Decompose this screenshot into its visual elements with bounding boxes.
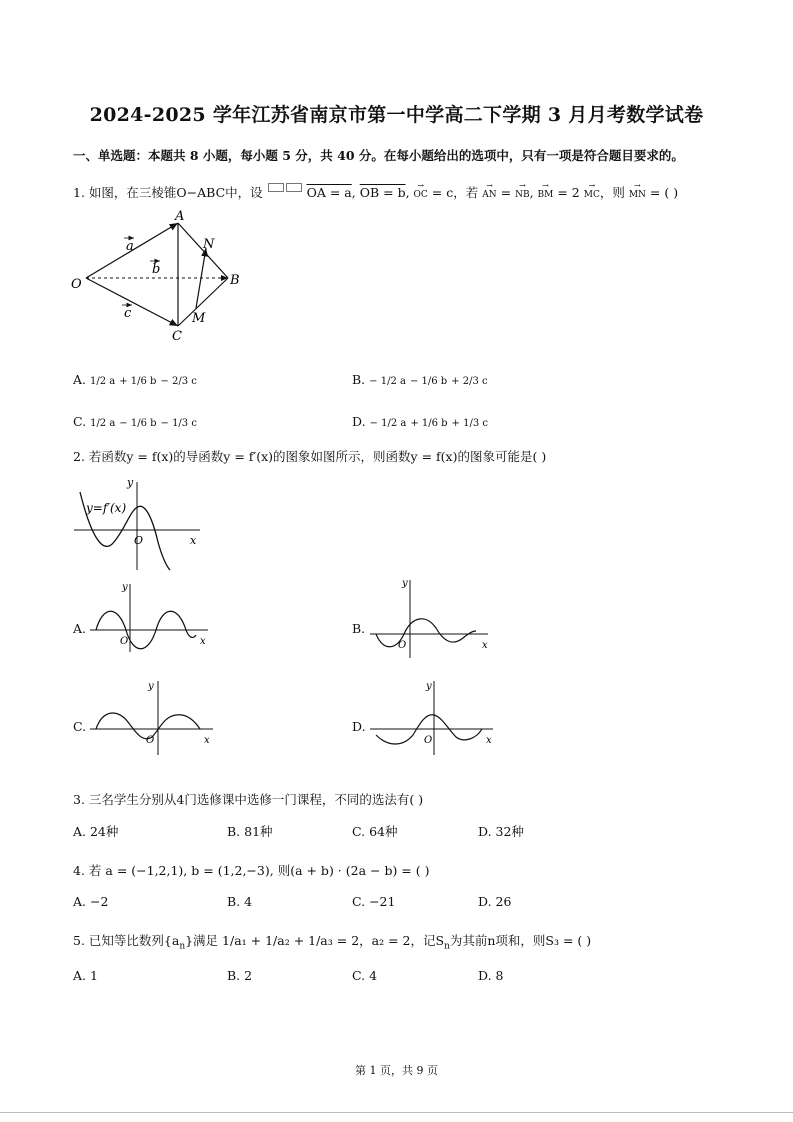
q5-prefix: 5. 已知等比数列{a — [73, 933, 180, 948]
q1-ob: OB = b — [359, 185, 406, 200]
bottom-divider — [0, 1112, 793, 1113]
edge-oc — [86, 278, 178, 326]
q2-main-origin: O — [134, 534, 144, 547]
q3-option-b[interactable]: B. 81种 — [227, 824, 273, 839]
q5-option-a[interactable]: A. 1 — [73, 968, 98, 983]
q5-sum: 1/a₁ + 1/a₂ + 1/a₃ = 2 — [222, 933, 360, 948]
q2-main-axis-x: x — [190, 534, 197, 547]
q1-option-b-term2: − 1/6 b — [409, 376, 448, 387]
q1-option-d[interactable] — [352, 414, 488, 429]
q5-mid2: ，a₂ = 2，记S — [359, 933, 445, 948]
q1-option-c[interactable] — [73, 414, 197, 429]
q2-option-b-graph[interactable] — [368, 576, 493, 661]
q1-option-c-term2: − 1/6 b — [119, 418, 157, 429]
q1-nb: → NB — [515, 190, 530, 200]
q1-option-c-term1: 1/2 a — [90, 418, 116, 429]
q4-prefix: 4. 若 — [73, 863, 102, 878]
label-c: C — [172, 329, 182, 344]
q2-c-axis-y: y — [148, 681, 154, 692]
q5-option-c[interactable]: C. 4 — [352, 968, 378, 983]
q2-a-axis-y: y — [122, 582, 128, 593]
q1-option-a-term1: 1/2 a — [90, 376, 116, 387]
section-heading: 一、单选题：本题共 8 小题，每小题 5 分，共 40 分。在每小题给出的选项中，只有一项是符合题目要求的。 — [73, 148, 684, 163]
label-n: N — [203, 237, 215, 252]
q1-eq-c: = c — [431, 185, 454, 200]
q2-option-d[interactable]: D. — [352, 719, 366, 734]
q1-option-d-term1: − 1/2 a — [369, 418, 407, 429]
q2-main-graph-label: y=f′(x) — [86, 501, 127, 515]
q2-b-origin: O — [398, 640, 407, 651]
q3-option-a[interactable]: A. 24种 — [73, 824, 119, 839]
q2-option-b[interactable]: B. — [352, 621, 366, 636]
q1-suffix: = ( ) — [649, 185, 679, 200]
q1-mn: → MN — [629, 190, 646, 200]
q2-option-c[interactable]: C. — [73, 719, 87, 734]
label-o: O — [71, 277, 82, 292]
q2-option-c-graph[interactable] — [88, 677, 218, 757]
question-3-stem: 3. 三名学生分别从4门选修课中选修一门课程，不同的选法有( ) — [73, 792, 424, 807]
q1-ruo: ，若 — [453, 185, 479, 200]
q1-option-c-label: C. — [73, 414, 87, 429]
q1-option-a[interactable] — [73, 372, 197, 387]
q1-option-d-term2: + 1/6 b — [410, 418, 448, 429]
q1-an: → AN — [482, 190, 496, 200]
q4-option-a[interactable]: A. −2 — [73, 894, 109, 909]
q2-c-origin: O — [146, 735, 155, 746]
q2-b-axis-x: x — [482, 640, 488, 651]
q3-option-c[interactable]: C. 64种 — [352, 824, 398, 839]
q2-c-axis-x: x — [204, 735, 210, 746]
q1-option-b[interactable] — [352, 372, 488, 387]
q1-mc: → MC — [584, 190, 600, 200]
q5-mid3: 为其前n项和，则S₃ = ( ) — [449, 933, 592, 948]
q1-tetrahedron-figure — [68, 208, 248, 348]
q1-option-a-label: A. — [73, 372, 87, 387]
q4-option-b[interactable]: B. 4 — [227, 894, 253, 909]
q1-bm: → BM — [538, 190, 554, 200]
q4-mid: 则(a + b) · (2a − b) = ( ) — [277, 863, 430, 878]
page-title: 2024-2025 学年江苏省南京市第一中学高二下学期 3 月月考数学试卷 — [89, 104, 704, 126]
segment-mn — [196, 248, 206, 308]
q1-option-a-term2: + 1/6 b — [119, 376, 157, 387]
page-footer: 第 1 页，共 9 页 — [355, 1064, 438, 1077]
q2-d-origin: O — [424, 735, 433, 746]
q1-option-c-term3: − 1/3 c — [160, 418, 197, 429]
q5-sub-n: n — [179, 941, 186, 952]
q3-option-d[interactable]: D. 32种 — [478, 824, 524, 839]
question-4-stem — [73, 861, 429, 879]
q2-d-axis-y: y — [426, 681, 432, 692]
q1-prefix: 1. 如图，在三棱锥O−ABC中，设 — [73, 185, 263, 200]
q1-option-b-term1: − 1/2 a — [369, 376, 406, 387]
q4-a-value: a = (−1,2,1), — [105, 863, 188, 878]
q5-sub-n2: n — [444, 941, 450, 952]
q1-option-d-term3: + 1/3 c — [451, 418, 488, 429]
q1-option-b-term3: + 2/3 c — [451, 376, 488, 387]
label-a: A — [175, 209, 185, 224]
q1-eq2: = 2 — [557, 185, 580, 200]
question-5-stem — [73, 931, 591, 952]
blank-box-2 — [286, 183, 302, 192]
q2-option-a-graph[interactable] — [88, 580, 213, 655]
label-m: M — [192, 311, 206, 326]
q1-oa: OA = a — [306, 185, 352, 200]
label-vec-a: a — [126, 239, 134, 254]
q2-a-axis-x: x — [200, 636, 206, 647]
q2-option-d-graph[interactable] — [368, 677, 498, 757]
label-vec-c: c — [124, 306, 132, 321]
question-2-stem: 2. 若函数y = f(x)的导函数y = f′(x)的图象如图所示，则函数y = f(x)的图象可能是( ) — [73, 449, 547, 464]
q4-b-value: b = (1,2,−3), — [191, 863, 274, 878]
q1-option-a-term3: − 2/3 c — [160, 376, 197, 387]
q1-eq: = — [500, 185, 512, 200]
q5-option-d[interactable]: D. 8 — [478, 968, 504, 983]
q1-oc: → OC — [414, 190, 428, 200]
label-vec-b: b — [152, 262, 161, 277]
q2-option-a[interactable]: A. — [73, 621, 87, 636]
q4-option-d[interactable]: D. 26 — [478, 894, 512, 909]
label-b: B — [230, 273, 240, 288]
q5-mid1: }满足 — [185, 933, 219, 948]
q2-a-origin: O — [120, 636, 129, 647]
q1-option-d-label: D. — [352, 414, 366, 429]
question-1-stem: 1. 如图，在三棱锥O−ABC中，设 OA = a, OB = b, → OC = c，若 → AN = → NB, → BM = 2 → MC，则 → MN = ( ) — [73, 183, 678, 201]
q1-ze: ，则 — [599, 185, 625, 200]
q2-derivative-graph — [72, 472, 207, 572]
q2-d-axis-x: x — [486, 735, 492, 746]
q2-main-axis-y: y — [127, 476, 134, 489]
q2-b-axis-y: y — [402, 578, 408, 589]
q1-option-b-label: B. — [352, 372, 366, 387]
q5-option-b[interactable]: B. 2 — [227, 968, 253, 983]
blank-box-1 — [268, 183, 284, 192]
q4-option-c[interactable]: C. −21 — [352, 894, 396, 909]
